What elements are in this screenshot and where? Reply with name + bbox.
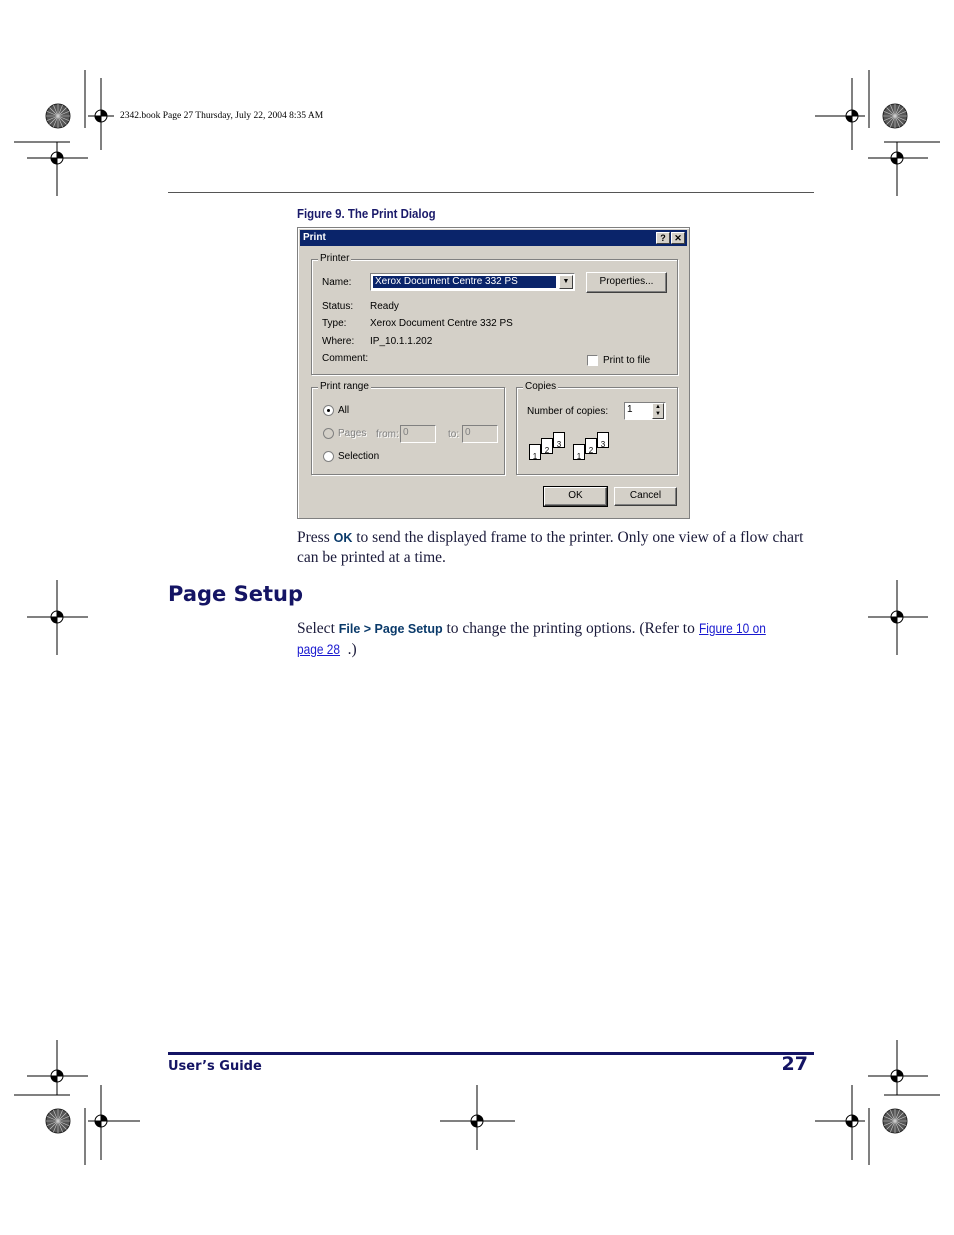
print-range-label: Print range bbox=[320, 381, 369, 392]
copies-group bbox=[516, 381, 678, 475]
collate-page-3: 3 bbox=[553, 432, 565, 448]
page-28-link[interactable]: page 28 bbox=[297, 641, 341, 657]
menu-path-term: File > Page Setup bbox=[338, 622, 443, 636]
section-heading: Page Setup bbox=[168, 582, 303, 606]
status-label: Status: bbox=[322, 301, 354, 312]
collate-page-1b: 1 bbox=[573, 444, 585, 460]
header-rule bbox=[168, 192, 814, 193]
from-field[interactable]: 0 bbox=[400, 425, 436, 443]
print-to-file-checkbox[interactable] bbox=[587, 355, 598, 366]
ok-term: OK bbox=[333, 531, 353, 545]
properties-button[interactable]: Properties... bbox=[586, 272, 667, 293]
para1-post: to send the displayed frame to the printer. Only one view of a flow chart can be printed at a time. bbox=[297, 529, 804, 566]
pages-radio[interactable] bbox=[323, 428, 334, 439]
where-label: Where: bbox=[322, 336, 355, 347]
copies-spinner[interactable]: ▲ ▼ bbox=[652, 403, 664, 419]
name-label: Name: bbox=[322, 277, 352, 288]
footer-title: User’s Guide bbox=[168, 1059, 262, 1074]
collate-page-3b: 3 bbox=[597, 432, 609, 448]
type-label: Type: bbox=[322, 318, 347, 329]
where-value: IP_10.1.1.202 bbox=[370, 336, 433, 347]
num-copies-field[interactable]: 1 bbox=[624, 402, 666, 420]
pages-label: Pages bbox=[338, 428, 367, 439]
paragraph-press-ok bbox=[297, 528, 812, 568]
print-to-file-label: Print to file bbox=[603, 355, 651, 366]
copies-label: Copies bbox=[525, 381, 557, 392]
status-value: Ready bbox=[370, 301, 399, 312]
close-button[interactable]: ✕ bbox=[671, 232, 685, 244]
all-label: All bbox=[338, 405, 350, 416]
collate-page-2: 2 bbox=[541, 438, 553, 454]
dialog-titlebar bbox=[300, 230, 687, 246]
printer-group-label: Printer bbox=[320, 253, 350, 264]
para2-pre: Select bbox=[297, 620, 339, 637]
printer-name-select[interactable] bbox=[370, 273, 575, 291]
figure-10-link[interactable]: Figure 10 on bbox=[698, 620, 766, 636]
footer-rule bbox=[168, 1052, 814, 1055]
para2-post: .) bbox=[347, 641, 357, 658]
printer-name-value: Xerox Document Centre 332 PS bbox=[373, 276, 556, 288]
print-slug: 2342.book Page 27 Thursday, July 22, 2004 8:35 AM bbox=[120, 111, 324, 121]
comment-label: Comment: bbox=[322, 353, 369, 364]
dialog-title: Print bbox=[303, 232, 326, 243]
paragraph-page-setup bbox=[297, 618, 817, 660]
para2-mid: to change the printing options. (Refer to bbox=[442, 620, 699, 637]
print-dialog bbox=[297, 227, 690, 519]
ok-button[interactable]: OK bbox=[544, 487, 607, 506]
para1-pre: Press bbox=[297, 529, 334, 546]
page-number: 27 bbox=[781, 1053, 808, 1075]
to-field[interactable]: 0 bbox=[462, 425, 498, 443]
cancel-button[interactable]: Cancel bbox=[614, 487, 677, 506]
figure-caption: Figure 9. The Print Dialog bbox=[297, 206, 436, 221]
to-label: to: bbox=[448, 429, 460, 440]
chevron-down-icon[interactable]: ▼ bbox=[559, 275, 573, 289]
all-radio[interactable] bbox=[323, 405, 334, 416]
help-button[interactable]: ? bbox=[656, 232, 670, 244]
selection-label: Selection bbox=[338, 451, 380, 462]
selection-radio[interactable] bbox=[323, 451, 334, 462]
num-copies-label: Number of copies: bbox=[527, 406, 609, 417]
type-value: Xerox Document Centre 332 PS bbox=[370, 318, 513, 329]
from-label: from: bbox=[376, 429, 399, 440]
collate-page-2b: 2 bbox=[585, 438, 597, 454]
collate-page-1: 1 bbox=[529, 444, 541, 460]
